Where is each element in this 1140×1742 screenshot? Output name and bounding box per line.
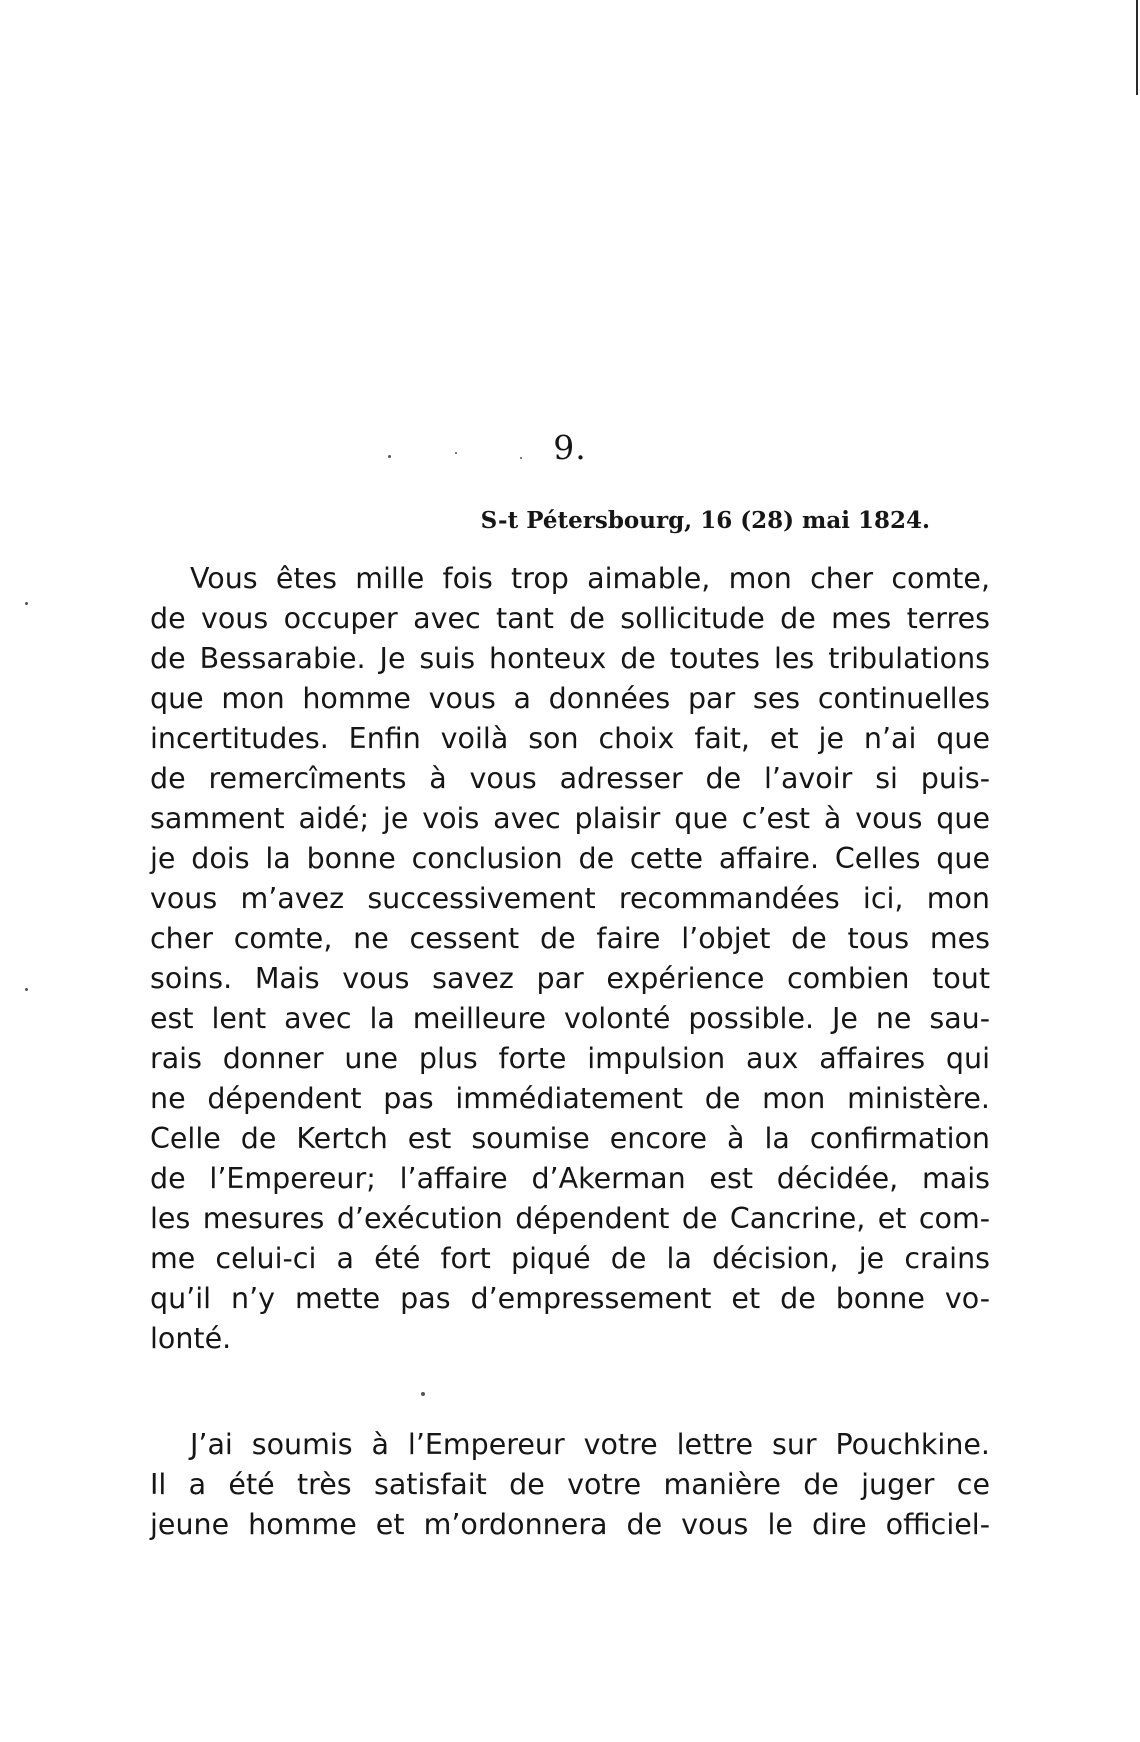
text-line: les mesures d’exécution dépendent de Cancrine, et com-	[150, 1202, 990, 1235]
text-line: vous m’avez successivement recommandées ici, mon	[150, 882, 990, 915]
text-line: J’ai soumis à l’Empereur votre lettre sur Pouchkine.	[190, 1428, 990, 1461]
text-line: je dois la bonne conclusion de cette affaire. Celles que	[150, 842, 990, 875]
text-line: me celui-ci a été fort piqué de la décision, je crains	[150, 1242, 990, 1275]
text-line: rais donner une plus forte impulsion aux affaires qui	[150, 1042, 990, 1075]
text-line: lonté.	[150, 1322, 232, 1355]
text-line: ne dépendent pas immédiatement de mon ministère.	[150, 1082, 990, 1115]
paragraph-1	[150, 559, 990, 1359]
paragraph-2	[150, 1425, 990, 1545]
text-line: incertitudes. Enfin voilà son choix fait, et je n’ai que	[150, 722, 990, 755]
scan-speck	[25, 602, 28, 605]
text-line: est lent avec la meilleure volonté possible. Je ne sau-	[150, 1002, 990, 1035]
text-line: qu’il n’y mette pas d’empressement et de bonne vo-	[150, 1282, 990, 1315]
text-line: que mon homme vous a données par ses continuelles	[150, 682, 990, 715]
text-line: soins. Mais vous savez par expérience combien tout	[150, 962, 990, 995]
text-line: jeune homme et m’ordonnera de vous le dire officiel-	[150, 1508, 990, 1541]
text-line: de Bessarabie. Je suis honteux de toutes les tribulations	[150, 642, 990, 675]
text-line: samment aidé; je vois avec plaisir que c’est à vous que	[150, 802, 990, 835]
scan-speck	[25, 988, 28, 991]
letter-number: 9.	[553, 428, 587, 467]
page-edge-line	[1136, 0, 1138, 95]
text-line: de vous occuper avec tant de sollicitude de mes terres	[150, 602, 990, 635]
dateline: S-t Pétersbourg, 16 (28) mai 1824.	[480, 507, 930, 534]
text-line: de l’Empereur; l’affaire d’Akerman est décidée, mais	[150, 1162, 990, 1195]
text-line: cher comte, ne cessent de faire l’objet de tous mes	[150, 922, 990, 955]
text-line: Il a été très satisfait de votre manière de juger ce	[150, 1468, 990, 1501]
text-line: de remercîments à vous adresser de l’avoir si puis-	[150, 762, 990, 795]
text-line: Celle de Kertch est soumise encore à la confirmation	[150, 1122, 990, 1155]
text-line: Vous êtes mille fois trop aimable, mon cher comte,	[190, 562, 990, 595]
scan-speck	[421, 1392, 425, 1396]
